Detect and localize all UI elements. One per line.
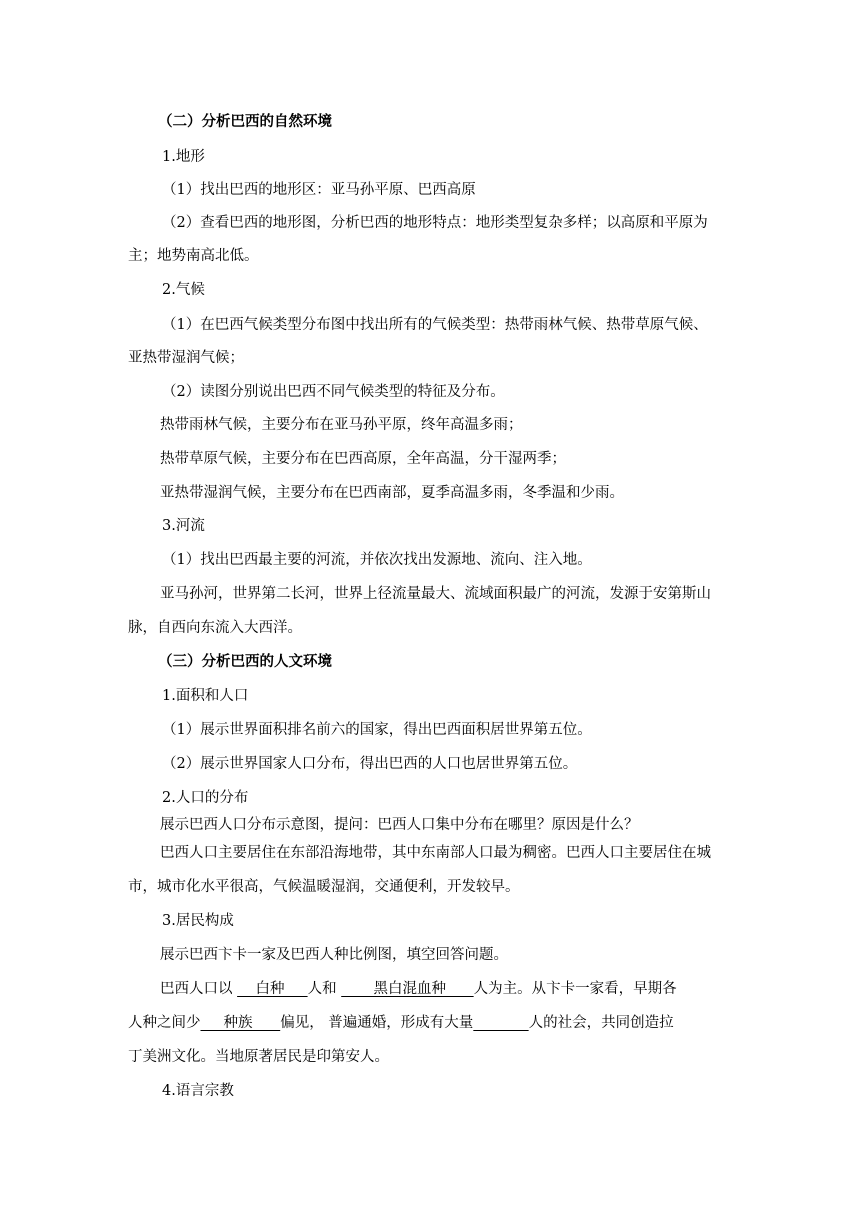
subheading-terrain: 1.地形 xyxy=(162,149,205,165)
subheading-language-religion: 4.语言宗教 xyxy=(162,1083,234,1099)
fill-blank-answer: 白种 xyxy=(237,981,308,997)
section-heading-natural: （二）分析巴西的自然环境 xyxy=(158,113,332,130)
subheading-population-distribution: 2.人口的分布 xyxy=(162,790,249,806)
terrain-item-2-line1: （2）查看巴西的地形图，分析巴西的地形特点：地形类型复杂多样；以高原和平原为 xyxy=(162,215,708,231)
fill-blank-line2 xyxy=(128,1013,674,1033)
terrain-item-1: （1）找出巴西的地形区：亚马孙平原、巴西高原 xyxy=(162,182,476,198)
climate-item-1-line1: （1）在巴西气候类型分布图中找出所有的气候类型：热带雨林气候、热带草原气候、 xyxy=(162,317,708,333)
climate-rainforest: 热带雨林气候，主要分布在亚马孙平原，终年高温多雨； xyxy=(160,417,523,433)
fill-blank-line3: 丁美洲文化。当地原著居民是印第安人。 xyxy=(128,1049,389,1065)
population-question: 展示巴西人口分布示意图，提问：巴西人口集中分布在哪里？原因是什么？ xyxy=(160,817,639,833)
fill-blank-answer: 黑白混血种 xyxy=(341,981,474,997)
subheading-residents: 3.居民构成 xyxy=(162,913,234,929)
river-item-1: （1）找出巴西最主要的河流，并依次找出发源地、流向、注入地。 xyxy=(162,552,592,568)
population-answer-line1: 巴西人口主要居住在东部沿海地带，其中东南部人口最为稠密。巴西人口主要居住在城 xyxy=(160,845,711,861)
fill-text: 人的社会，共同创造拉 xyxy=(528,1015,674,1031)
fill-text: 巴西人口以 xyxy=(160,981,238,997)
climate-item-2: （2）读图分别说出巴西不同气候类型的特征及分布。 xyxy=(162,384,505,400)
fill-blank-line1 xyxy=(160,979,677,999)
terrain-item-2-line2: 主；地势南高北低。 xyxy=(128,248,259,264)
fill-text: 偏见， 普遍通婚，形成有大量 xyxy=(280,1015,474,1031)
section-heading-human: （三）分析巴西的人文环境 xyxy=(158,653,332,670)
river-amazon-line1: 亚马孙河，世界第二长河，世界上径流量最大、流域面积最广的河流，发源于安第斯山 xyxy=(160,586,711,602)
subheading-river: 3.河流 xyxy=(162,518,205,534)
climate-subtropical: 亚热带湿润气候，主要分布在巴西南部，夏季高温多雨，冬季温和少雨。 xyxy=(160,485,624,501)
climate-savanna: 热带草原气候，主要分布在巴西高原，全年高温，分干湿两季； xyxy=(160,451,566,467)
fill-blank-empty xyxy=(473,1015,528,1031)
area-item-1: （1）展示世界面积排名前六的国家，得出巴西面积居世界第五位。 xyxy=(162,722,592,738)
population-answer-line2: 市，城市化水平很高，气候温暖湿润，交通便利，开发较早。 xyxy=(128,879,520,895)
subheading-area-population: 1.面积和人口 xyxy=(162,688,249,704)
residents-intro: 展示巴西卞卡一家及巴西人种比例图，填空回答问题。 xyxy=(160,947,508,963)
river-amazon-line2: 脉，自西向东流入大西洋。 xyxy=(128,620,302,636)
fill-blank-answer: 种族 xyxy=(200,1015,281,1031)
area-item-2: （2）展示世界国家人口分布，得出巴西的人口也居世界第五位。 xyxy=(162,756,578,772)
fill-text: 人为主。从卞卡一家看，早期各 xyxy=(473,981,677,997)
fill-text: 人和 xyxy=(307,981,342,997)
subheading-climate: 2.气候 xyxy=(162,282,205,298)
climate-item-1-line2: 亚热带湿润气候； xyxy=(128,350,244,366)
fill-text: 人种之间少 xyxy=(128,1015,201,1031)
